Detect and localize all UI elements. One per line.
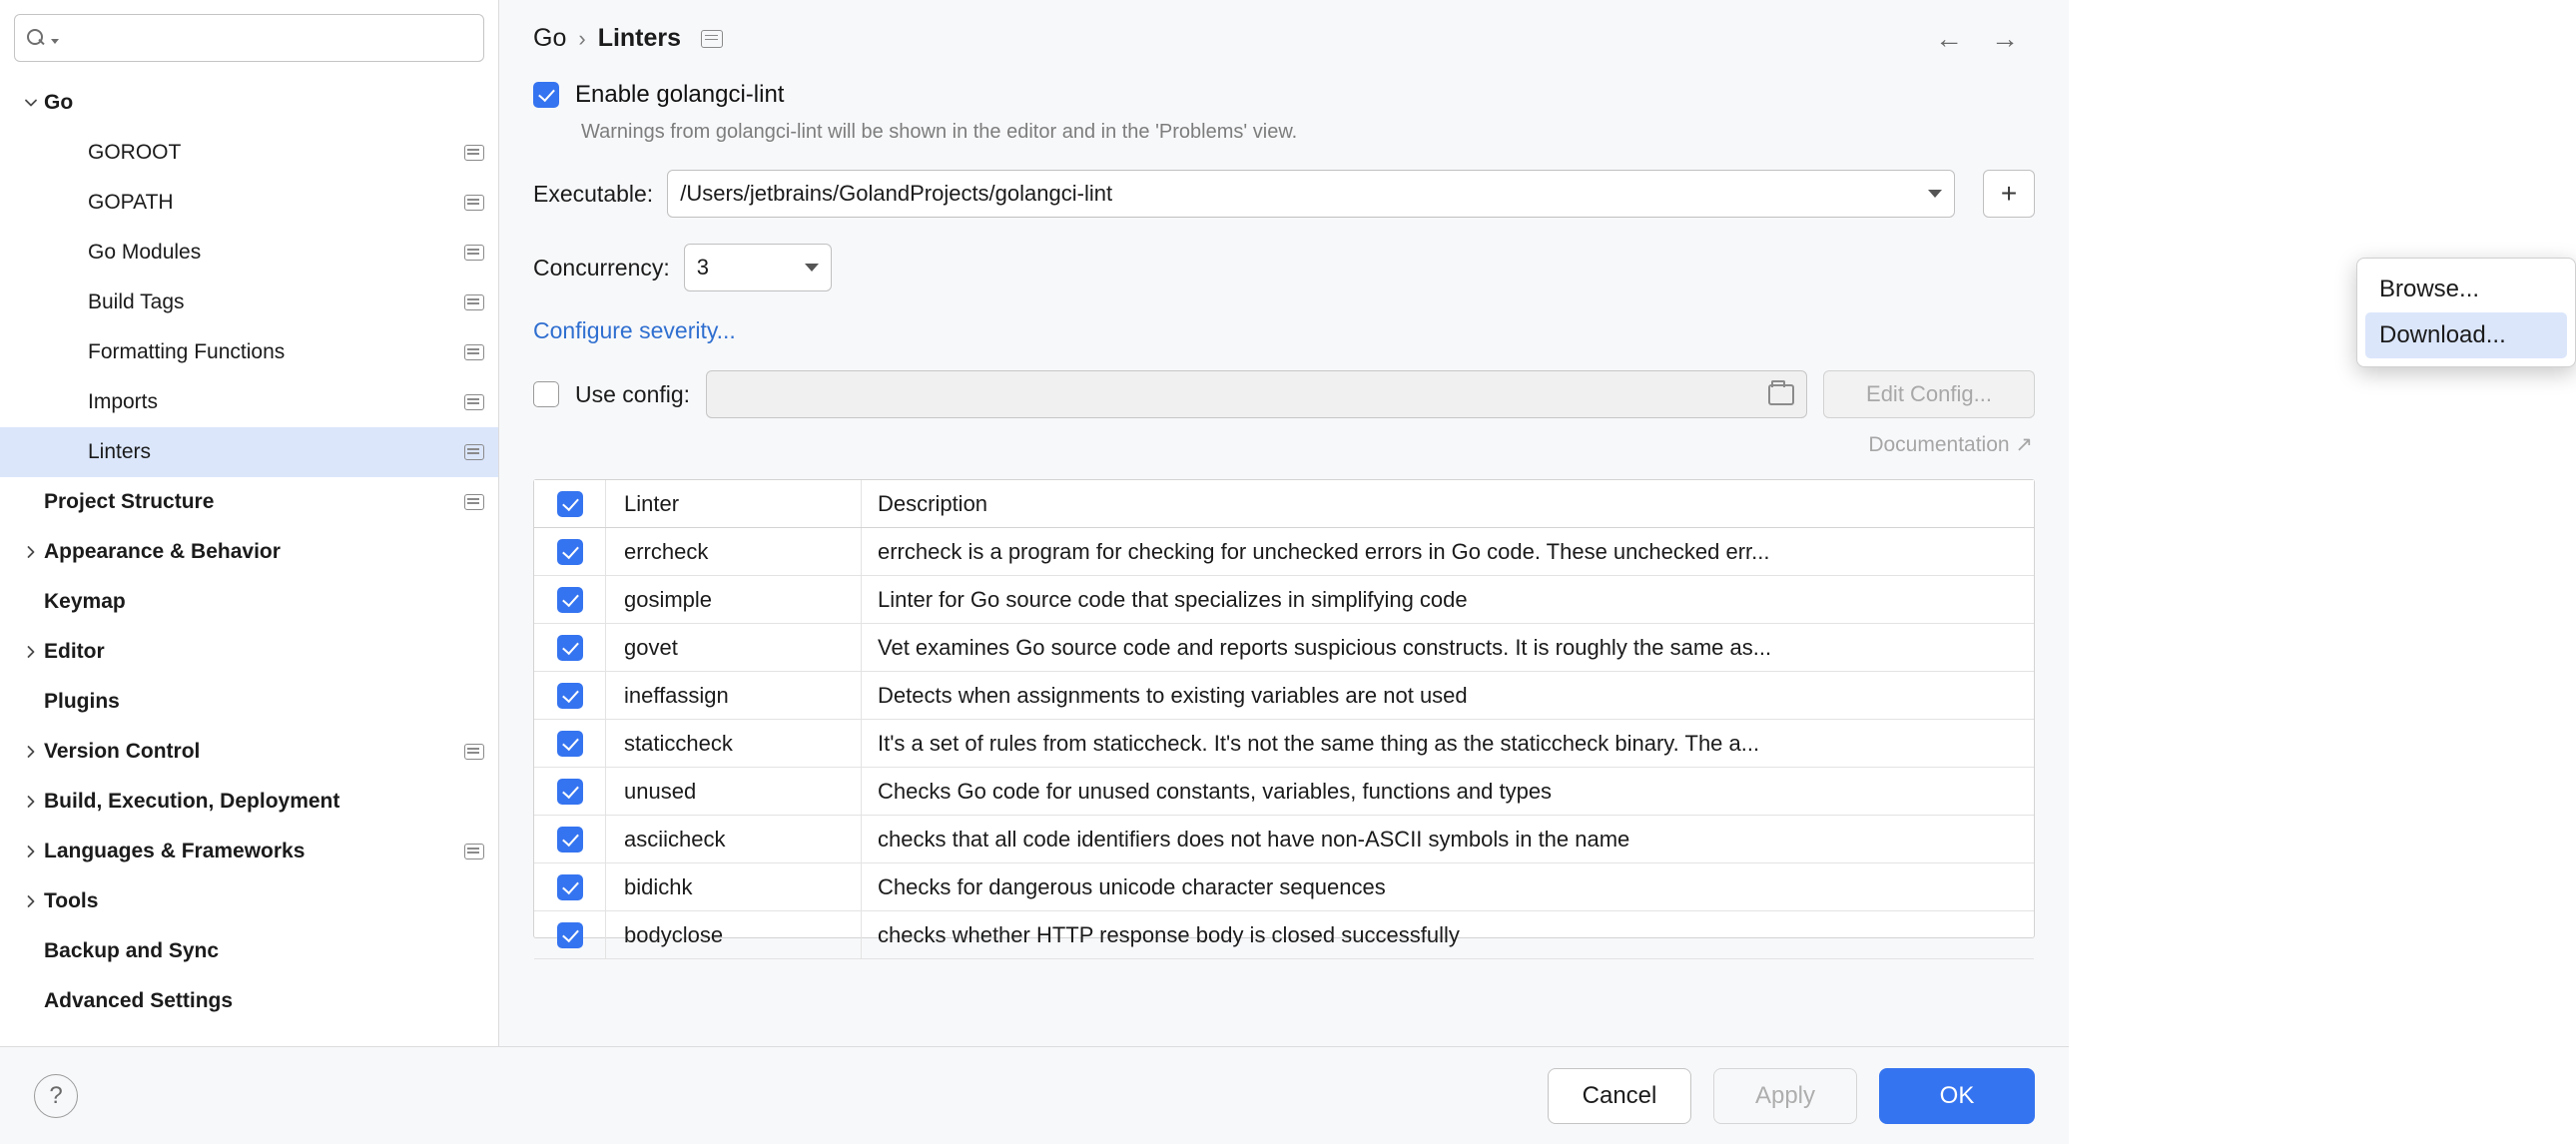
sidebar-item-editor[interactable] [0,627,498,677]
breadcrumb-separator: › [578,25,586,51]
sidebar-item-linters[interactable] [0,427,498,477]
linter-enabled-cell [534,672,606,719]
settings-sync-icon[interactable] [464,145,484,161]
linter-name: staticcheck [606,720,862,767]
linter-name: govet [606,624,862,671]
add-executable-button[interactable]: + [1983,170,2035,218]
table-row[interactable] [534,576,2034,624]
sidebar-item-label: GOROOT [88,141,182,164]
linter-enabled-checkbox[interactable] [557,683,583,709]
concurrency-row [533,244,2035,291]
linter-enabled-cell [534,911,606,958]
chevron-right-icon[interactable] [18,745,44,759]
search-icon [25,27,47,49]
footer-buttons [1548,1068,2035,1124]
sidebar-item-label: Tools [44,889,99,912]
sidebar-item-go[interactable] [0,78,498,128]
linter-name: gosimple [606,576,862,623]
sidebar-item-version-control[interactable] [0,727,498,777]
sidebar-item-go-modules[interactable] [0,228,498,278]
linter-name: bidichk [606,863,862,910]
linter-enabled-checkbox[interactable] [557,635,583,661]
linter-name: asciicheck [606,816,862,862]
linters-table [533,479,2035,947]
linter-name: ineffassign [606,672,862,719]
chevron-right-icon[interactable] [18,845,44,858]
settings-sync-icon[interactable] [464,744,484,760]
sidebar-item-plugins[interactable] [0,677,498,727]
executable-row [533,170,2035,218]
sidebar-item-label: Editor [44,640,105,663]
sidebar-item-label: Keymap [44,590,126,613]
forward-arrow-icon[interactable]: → [1991,22,2019,54]
sidebar-item-tools[interactable] [0,876,498,926]
sidebar-item-label: Version Control [44,740,201,763]
linter-name: errcheck [606,528,862,575]
config-path-input[interactable] [706,370,1807,418]
linter-description: It's a set of rules from staticcheck. It's not the same thing as the staticcheck binary. The a... [878,730,1760,756]
edit-config-button[interactable]: Edit Config... [1823,370,2035,418]
sidebar-item-gopath[interactable] [0,178,498,228]
column-header-description[interactable]: Description [878,490,988,516]
sidebar-item-languages-frameworks[interactable] [0,827,498,876]
linter-description: Detects when assignments to existing variables are not used [878,682,1468,708]
linter-description: Linter for Go source code that specializes in simplifying code [878,586,1468,612]
sidebar-item-label: Go [44,91,74,114]
table-row[interactable] [534,768,2034,816]
linter-enabled-checkbox[interactable] [557,731,583,757]
linter-enabled-cell [534,768,606,815]
settings-sync-icon[interactable] [464,844,484,859]
search-box[interactable] [14,14,484,62]
nav-arrows [1935,22,2035,54]
linter-enabled-cell [534,720,606,767]
chevron-right-icon[interactable] [18,894,44,908]
breadcrumb-current: Linters [597,24,682,52]
concurrency-combobox[interactable] [684,244,832,291]
linters-settings-content [499,67,2069,1046]
select-all-cell [534,480,606,527]
linter-description: Vet examines Go source code and reports suspicious constructs. It is roughly the same as... [878,634,1772,660]
linter-description: Checks Go code for unused constants, variables, functions and types [878,778,1553,804]
back-arrow-icon[interactable]: ← [1935,22,1963,54]
table-row[interactable] [534,863,2034,911]
select-all-checkbox[interactable] [557,491,583,517]
enable-golangci-lint-label: Enable golangci-lint [575,81,785,108]
sidebar-item-build-tags[interactable] [0,278,498,327]
sidebar-item-label: Backup and Sync [44,939,220,962]
sidebar-item-label: Build Tags [88,290,185,313]
executable-combobox[interactable] [667,170,1955,218]
settings-sync-icon[interactable] [464,394,484,410]
linter-enabled-checkbox[interactable] [557,539,583,565]
sidebar-item-label: Imports [88,390,159,413]
linter-name: unused [606,768,862,815]
linter-enabled-cell [534,528,606,575]
linter-enabled-checkbox[interactable] [557,874,583,900]
table-row[interactable] [534,624,2034,672]
popup-item-download[interactable]: Download... [2365,312,2567,358]
table-row[interactable] [534,911,2034,959]
linter-enabled-checkbox[interactable] [557,779,583,805]
executable-value: /Users/jetbrains/GolandProjects/golangci-lint [680,181,1113,206]
sidebar-item-label: Project Structure [44,490,215,513]
linter-description: Checks for dangerous unicode character sequences [878,873,1386,899]
chevron-down-icon [51,39,59,44]
popup-item-browse[interactable]: Browse... [2379,276,2480,302]
settings-sync-icon[interactable] [464,444,484,460]
sidebar-item-label: GOPATH [88,191,174,214]
configure-severity-link[interactable]: Configure severity... [533,317,736,343]
sidebar-item-advanced-settings[interactable] [0,976,498,1026]
chevron-down-icon [805,264,819,272]
executable-label: Executable: [533,180,654,207]
sidebar-item-label: Build, Execution, Deployment [44,790,340,813]
sidebar-item-label: Appearance & Behavior [44,540,281,563]
settings-sidebar [0,0,499,1046]
use-config-row [533,370,2035,418]
help-icon[interactable]: ? [34,1074,78,1118]
sidebar-item-project-structure[interactable] [0,477,498,527]
column-header-linter[interactable]: Linter [606,480,862,527]
chevron-down-icon [1928,190,1942,198]
settings-sync-icon[interactable] [464,294,484,310]
sidebar-item-formatting-functions[interactable] [0,327,498,377]
linter-name: bodyclose [606,911,862,958]
linter-enabled-cell [534,624,606,671]
table-body [534,528,2034,959]
concurrency-label: Concurrency: [533,254,670,281]
ok-button[interactable]: OK [1879,1068,2035,1124]
sidebar-item-goroot[interactable] [0,128,498,178]
concurrency-value: 3 [696,255,710,280]
sidebar-item-label: Formatting Functions [88,340,286,363]
sidebar-item-label: Advanced Settings [44,989,234,1012]
executable-dropdown-popup [2356,258,2576,367]
linter-enabled-checkbox[interactable] [557,587,583,613]
sidebar-item-label: Linters [88,440,152,463]
cancel-button[interactable]: Cancel [1548,1068,1691,1124]
table-header-row [534,480,2034,528]
sidebar-item-label: Go Modules [88,241,202,264]
linter-enabled-checkbox[interactable] [557,827,583,853]
sidebar-item-imports[interactable] [0,377,498,427]
use-config-checkbox[interactable] [533,381,559,407]
dialog-footer [0,1046,2069,1144]
linter-description: checks whether HTTP response body is closed successfully [878,921,1460,947]
table-row[interactable] [534,528,2034,576]
linter-description: checks that all code identifiers does not have non-ASCII symbols in the name [878,826,1630,852]
settings-sync-icon[interactable] [701,30,723,48]
chevron-right-icon[interactable] [18,645,44,659]
chevron-right-icon[interactable] [18,545,44,559]
apply-button[interactable]: Apply [1713,1068,1857,1124]
table-row[interactable] [534,720,2034,768]
folder-icon[interactable] [1768,384,1794,405]
settings-sync-icon[interactable] [464,245,484,261]
settings-sync-icon[interactable] [464,494,484,510]
search-input[interactable] [59,26,473,50]
chevron-right-icon[interactable] [18,795,44,809]
sidebar-item-keymap[interactable] [0,577,498,627]
linter-enabled-cell [534,863,606,910]
settings-tree[interactable] [0,72,498,1046]
table-row[interactable] [534,816,2034,863]
linter-enabled-cell [534,816,606,862]
breadcrumb [499,0,2069,67]
sidebar-item-label: Plugins [44,690,120,713]
search-area [0,14,498,72]
documentation-row [533,432,2035,457]
linter-description: errcheck is a program for checking for unchecked errors in Go code. These unchecked err... [878,538,1770,564]
linter-enabled-checkbox[interactable] [557,922,583,948]
breadcrumb-root[interactable]: Go [533,24,567,52]
sidebar-item-build-execution-deployment[interactable] [0,777,498,827]
settings-main-panel [499,0,2506,1046]
sidebar-item-backup-and-sync[interactable] [0,926,498,976]
sidebar-item-label: Languages & Frameworks [44,840,306,862]
documentation-link[interactable]: Documentation ↗ [1868,433,2033,456]
enable-golangci-lint-checkbox[interactable] [533,82,559,108]
use-config-label: Use config: [575,380,691,407]
settings-sync-icon[interactable] [464,344,484,360]
settings-sync-icon[interactable] [464,195,484,211]
linter-enabled-cell [534,576,606,623]
enable-golangci-lint-row [533,81,2035,109]
golangci-lint-hint: Warnings from golangci-lint will be shown in the editor and in the 'Problems' view. [581,121,1298,143]
chevron-down-icon[interactable] [18,96,44,110]
sidebar-item-appearance-behavior[interactable] [0,527,498,577]
table-row[interactable] [534,672,2034,720]
